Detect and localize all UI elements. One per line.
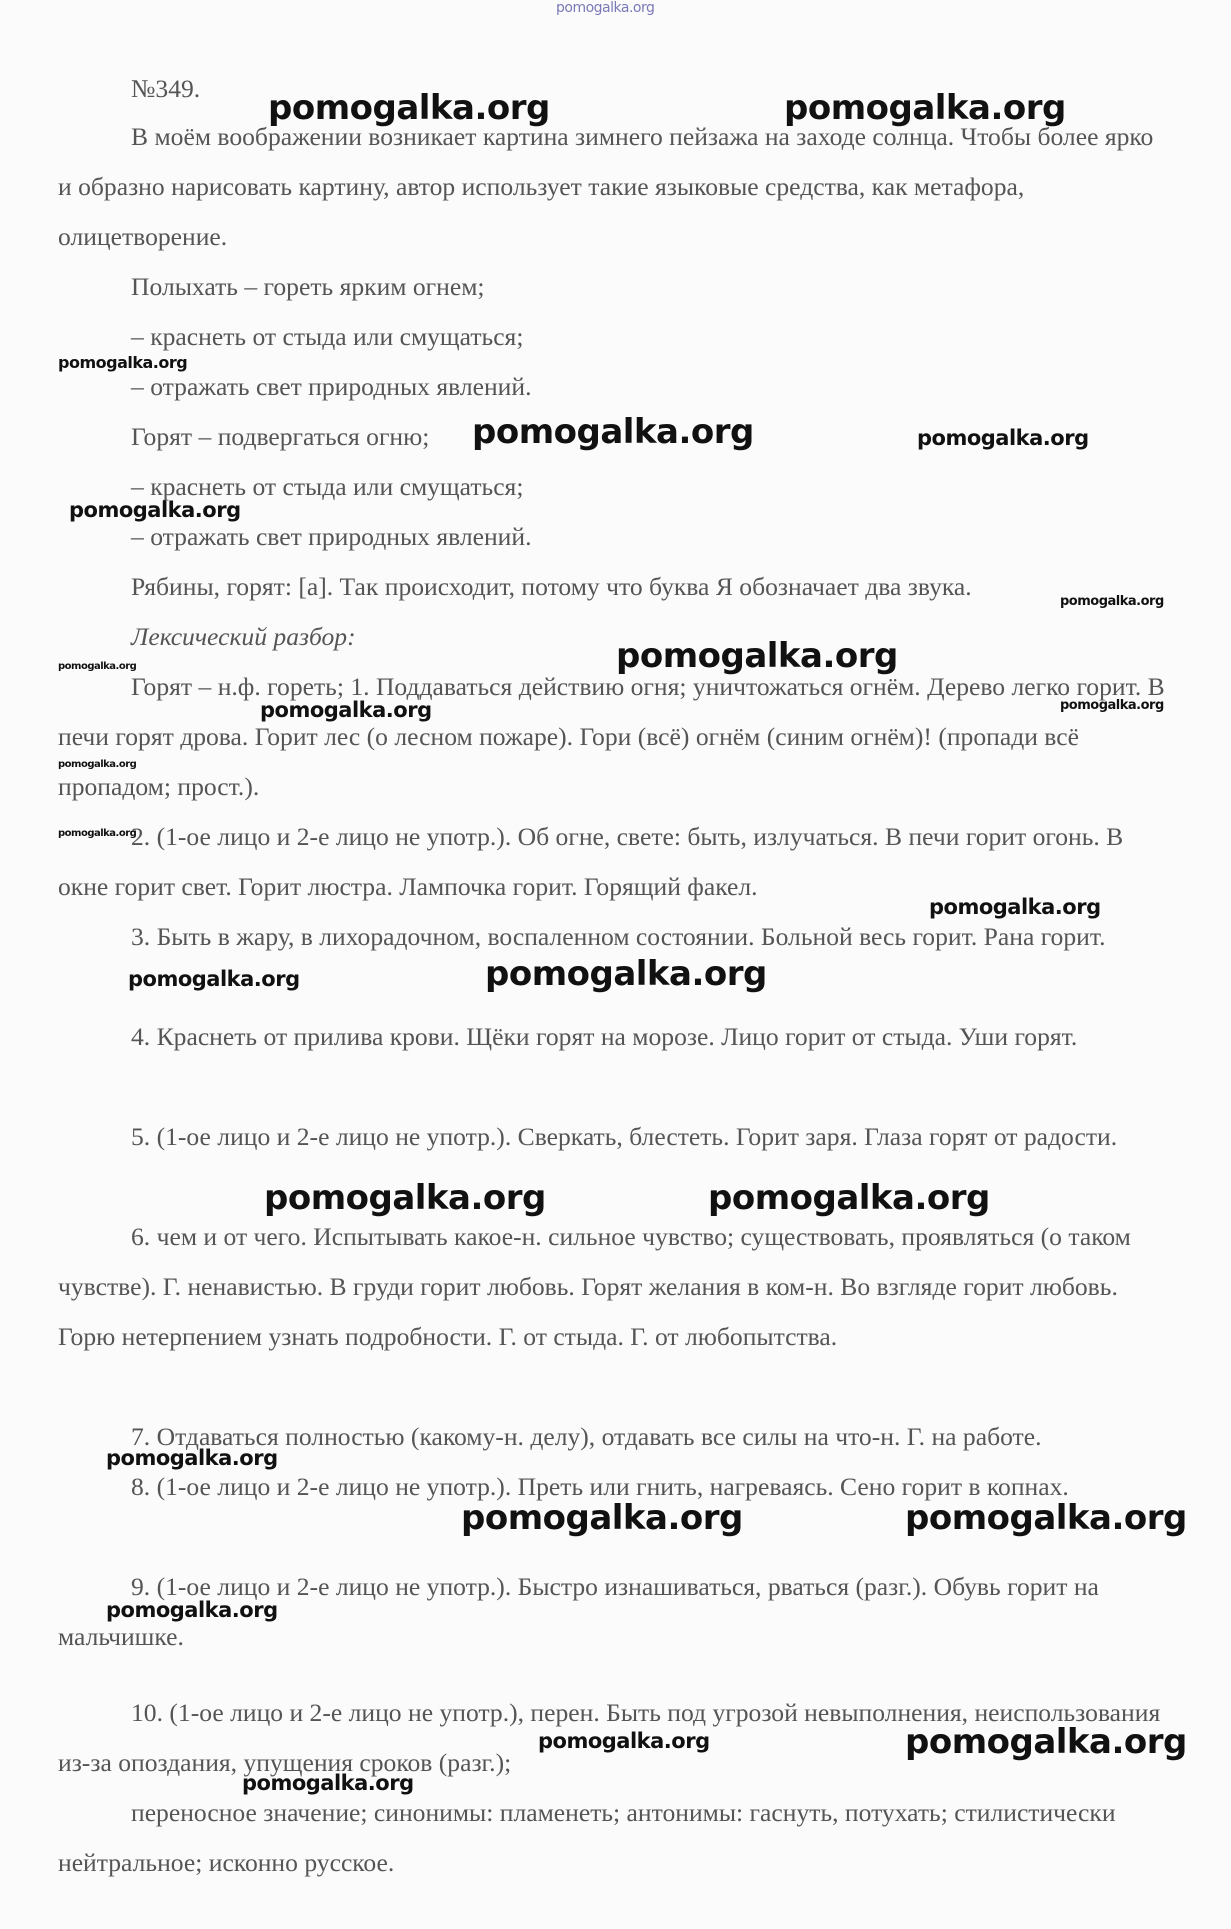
paragraph-dash-1 [58,312,1173,362]
watermark: pomogalka.org [905,1498,1187,1538]
paragraph-text: 10. (1-ое лицо и 2-е лицо не употр.), перен. Быть под угрозой невыполнения, неиспользования из-за опоздания, упущения сроков (разг.); [58,1698,1161,1777]
paragraph-text: – отражать свет природных явлений. [131,522,532,551]
paragraph-text: – краснеть от стыда или смущаться; [131,322,524,351]
paragraph-dash-2 [58,362,1173,412]
watermark: pomogalka.org [106,1446,278,1470]
watermark: pomogalka.org [472,412,754,452]
watermark: pomogalka.org [58,759,137,770]
watermark: pomogalka.org [106,1598,278,1622]
top-watermark: pomogalka.org [556,0,655,16]
watermark: pomogalka.org [538,1729,710,1753]
paragraph-text: – краснеть от стыда или смущаться; [131,472,524,501]
watermark: pomogalka.org [264,1178,546,1218]
paragraph-text: 7. Отдаваться полностью (какому-н. делу), отдавать все силы на что-н. Г. на работе. [131,1422,1042,1451]
paragraph-text: 3. Быть в жару, в лихорадочном, воспаленном состоянии. Больной весь горит. Рана горит. [131,922,1106,951]
paragraph-ryabiny [58,562,1173,612]
paragraph-meaning-1 [58,662,1173,812]
watermark: pomogalka.org [58,828,137,839]
paragraph-polykhat [58,262,1173,312]
watermark: pomogalka.org [485,954,767,994]
paragraph-text: В моём воображении возникает картина зимнего пейзажа на заходе солнца. Чтобы более ярко и образно нарисовать картину, автор использует такие языковые средства, как метафора, олицетворение. [58,122,1154,251]
problem-number-text: №349. [131,74,201,103]
watermark: pomogalka.org [461,1498,743,1538]
paragraph-meaning-6 [58,1212,1173,1362]
paragraph-text: 6. чем и от чего. Испытывать какое-н. сильное чувство; существовать, проявляться (о таком чувстве). Г. ненавистью. В груди горит любовь. Горят желания в ком-н. Во взгляде горит любовь. Горю нетерпением узнать подробности. Г. от стыда. Г. от любопытства. [58,1222,1131,1351]
paragraph-text: Полыхать – гореть ярким огнем; [131,272,485,301]
paragraph-text: 9. (1-ое лицо и 2-е лицо не употр.). Быстро изнашиваться, рваться (разг.). Обувь горит на мальчишке. [58,1572,1099,1651]
watermark: pomogalka.org [69,498,241,522]
watermark: pomogalka.org [58,661,137,672]
paragraph-summary [58,1788,1173,1888]
paragraph-text: – отражать свет природных явлений. [131,372,532,401]
paragraph-meaning-5 [58,1112,1173,1162]
watermark: pomogalka.org [128,967,300,991]
paragraph-text: 8. (1-ое лицо и 2-е лицо не употр.). Преть или гнить, нагреваясь. Сено горит в копнах. [131,1472,1069,1501]
paragraph-text: Горят – н.ф. гореть; 1. Поддаваться действию огня; уничтожаться огнём. Дерево легко горит. В печи горят дрова. Горит лес (о лесном пожаре). Гори (всё) огнём (синим огнём)! (пропади всё пропадом; прост.). [58,672,1165,801]
paragraph-text: Рябины, горят: [а]. Так происходит, потому что буква Я обозначает два звука. [131,572,972,601]
watermark: pomogalka.org [905,1722,1187,1762]
watermark: pomogalka.org [58,353,188,372]
paragraph-text: Горят – подвергаться огню; [131,422,430,451]
watermark: pomogalka.org [260,698,432,722]
paragraph-text: 5. (1-ое лицо и 2-е лицо не употр.). Сверкать, блестеть. Горит заря. Глаза горят от радости. [131,1122,1118,1151]
watermark: pomogalka.org [242,1771,414,1795]
watermark: pomogalka.org [917,426,1089,450]
paragraph-text: 2. (1-ое лицо и 2-е лицо не употр.). Об огне, свете: быть, излучаться. В печи горит огонь. В окне горит свет. Горит люстра. Лампочка горит. Горящий факел. [58,822,1124,901]
paragraph-text: 4. Краснеть от прилива крови. Щёки горят на морозе. Лицо горит от стыда. Уши горят. [131,1022,1078,1051]
watermark: pomogalka.org [268,88,550,128]
watermark: pomogalka.org [929,895,1101,919]
paragraph-text: переносное значение; синонимы: пламенеть; антонимы: гаснуть, потухать; стилистически нейтральное; исконно русское. [58,1798,1116,1877]
paragraph-meaning-4 [58,1012,1173,1062]
paragraph-text: Лексический разбор: [131,622,356,651]
watermark: pomogalka.org [616,636,898,676]
watermark: pomogalka.org [1060,594,1164,609]
watermark: pomogalka.org [708,1178,990,1218]
watermark: pomogalka.org [784,88,1066,128]
watermark: pomogalka.org [1060,698,1164,713]
paragraph-intro [58,112,1173,262]
